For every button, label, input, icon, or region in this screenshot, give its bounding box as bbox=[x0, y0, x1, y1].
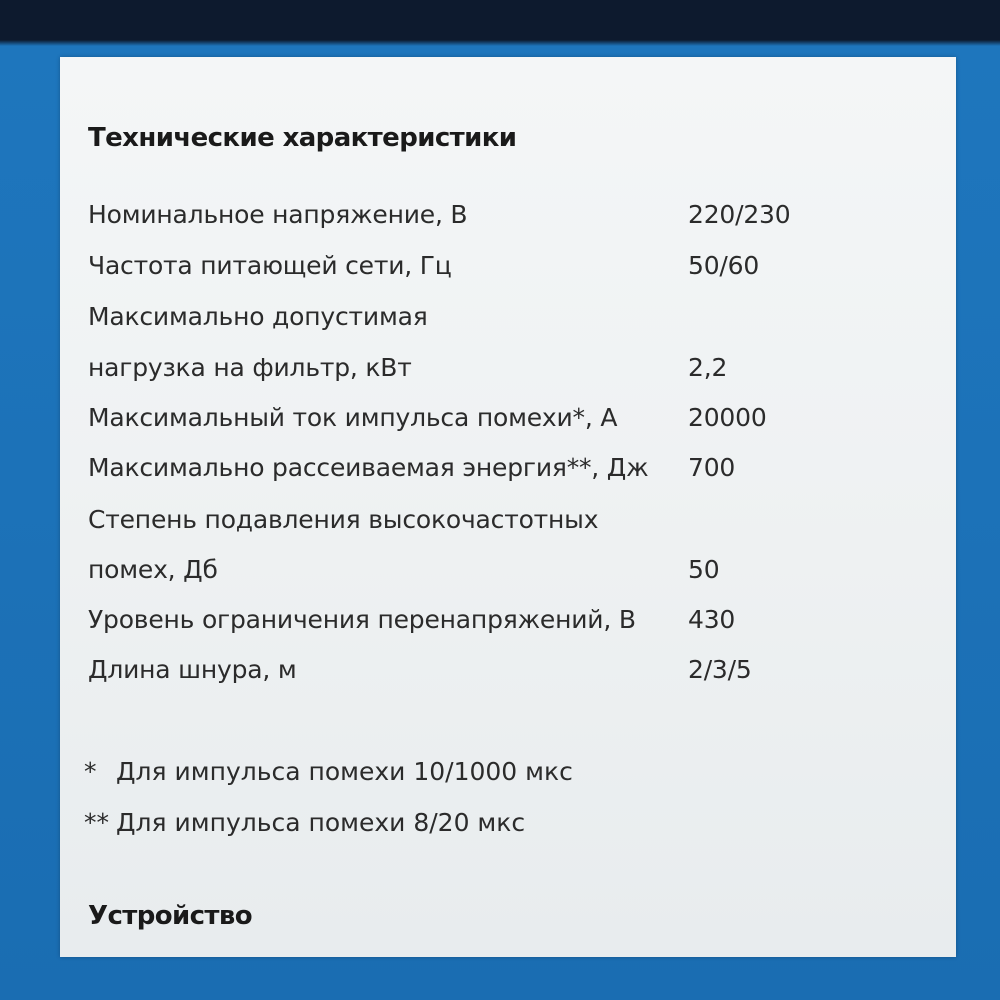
footnote-double-star bbox=[84, 808, 525, 837]
section-title: Технические характеристики bbox=[88, 123, 517, 153]
spec-value: 700 bbox=[688, 453, 736, 482]
spec-row-max-load-line1 bbox=[88, 302, 956, 342]
spec-value: 20000 bbox=[688, 403, 767, 432]
spec-row-suppression-line1 bbox=[88, 505, 956, 545]
spec-row-max-current bbox=[88, 403, 956, 443]
spec-label: помех, Дб bbox=[88, 555, 218, 584]
spec-label: Максимальный ток импульса помехи*, А bbox=[88, 403, 618, 432]
spec-row-max-load-line2 bbox=[88, 353, 956, 393]
spec-value: 50 bbox=[688, 555, 720, 584]
spec-value: 2/3/5 bbox=[688, 655, 752, 684]
footnote-text: Для импульса помехи 10/1000 мкс bbox=[116, 757, 573, 786]
spec-label: Максимально допустимая bbox=[88, 302, 428, 331]
spec-value: 430 bbox=[688, 605, 736, 634]
spec-row-cord-length bbox=[88, 655, 956, 695]
footnote-mark: * bbox=[84, 757, 97, 786]
spec-value: 2,2 bbox=[688, 353, 728, 382]
spec-label: Уровень ограничения перенапряжений, В bbox=[88, 605, 636, 634]
spec-sheet bbox=[60, 57, 956, 957]
spec-label: Длина шнура, м bbox=[88, 655, 297, 684]
spec-label: нагрузка на фильтр, кВт bbox=[88, 353, 412, 382]
footnote-single-star bbox=[84, 757, 573, 786]
spec-row-suppression-line2 bbox=[88, 555, 956, 595]
spec-value: 220/230 bbox=[688, 200, 791, 229]
next-section-title: Устройство bbox=[88, 901, 253, 931]
spec-label: Степень подавления высокочастотных bbox=[88, 505, 599, 534]
spec-row-voltage bbox=[88, 200, 956, 240]
spec-value: 50/60 bbox=[688, 251, 760, 280]
spec-row-overvoltage-limit bbox=[88, 605, 956, 645]
footnote-mark: ** bbox=[84, 808, 109, 837]
spec-label: Частота питающей сети, Гц bbox=[88, 251, 452, 280]
document bbox=[60, 57, 956, 957]
spec-label: Максимально рассеиваемая энергия**, Дж bbox=[88, 453, 649, 482]
footnote-text: Для импульса помехи 8/20 мкс bbox=[116, 808, 526, 837]
spec-row-max-energy bbox=[88, 453, 956, 493]
spec-row-frequency bbox=[88, 251, 956, 291]
spec-label: Номинальное напряжение, В bbox=[88, 200, 468, 229]
